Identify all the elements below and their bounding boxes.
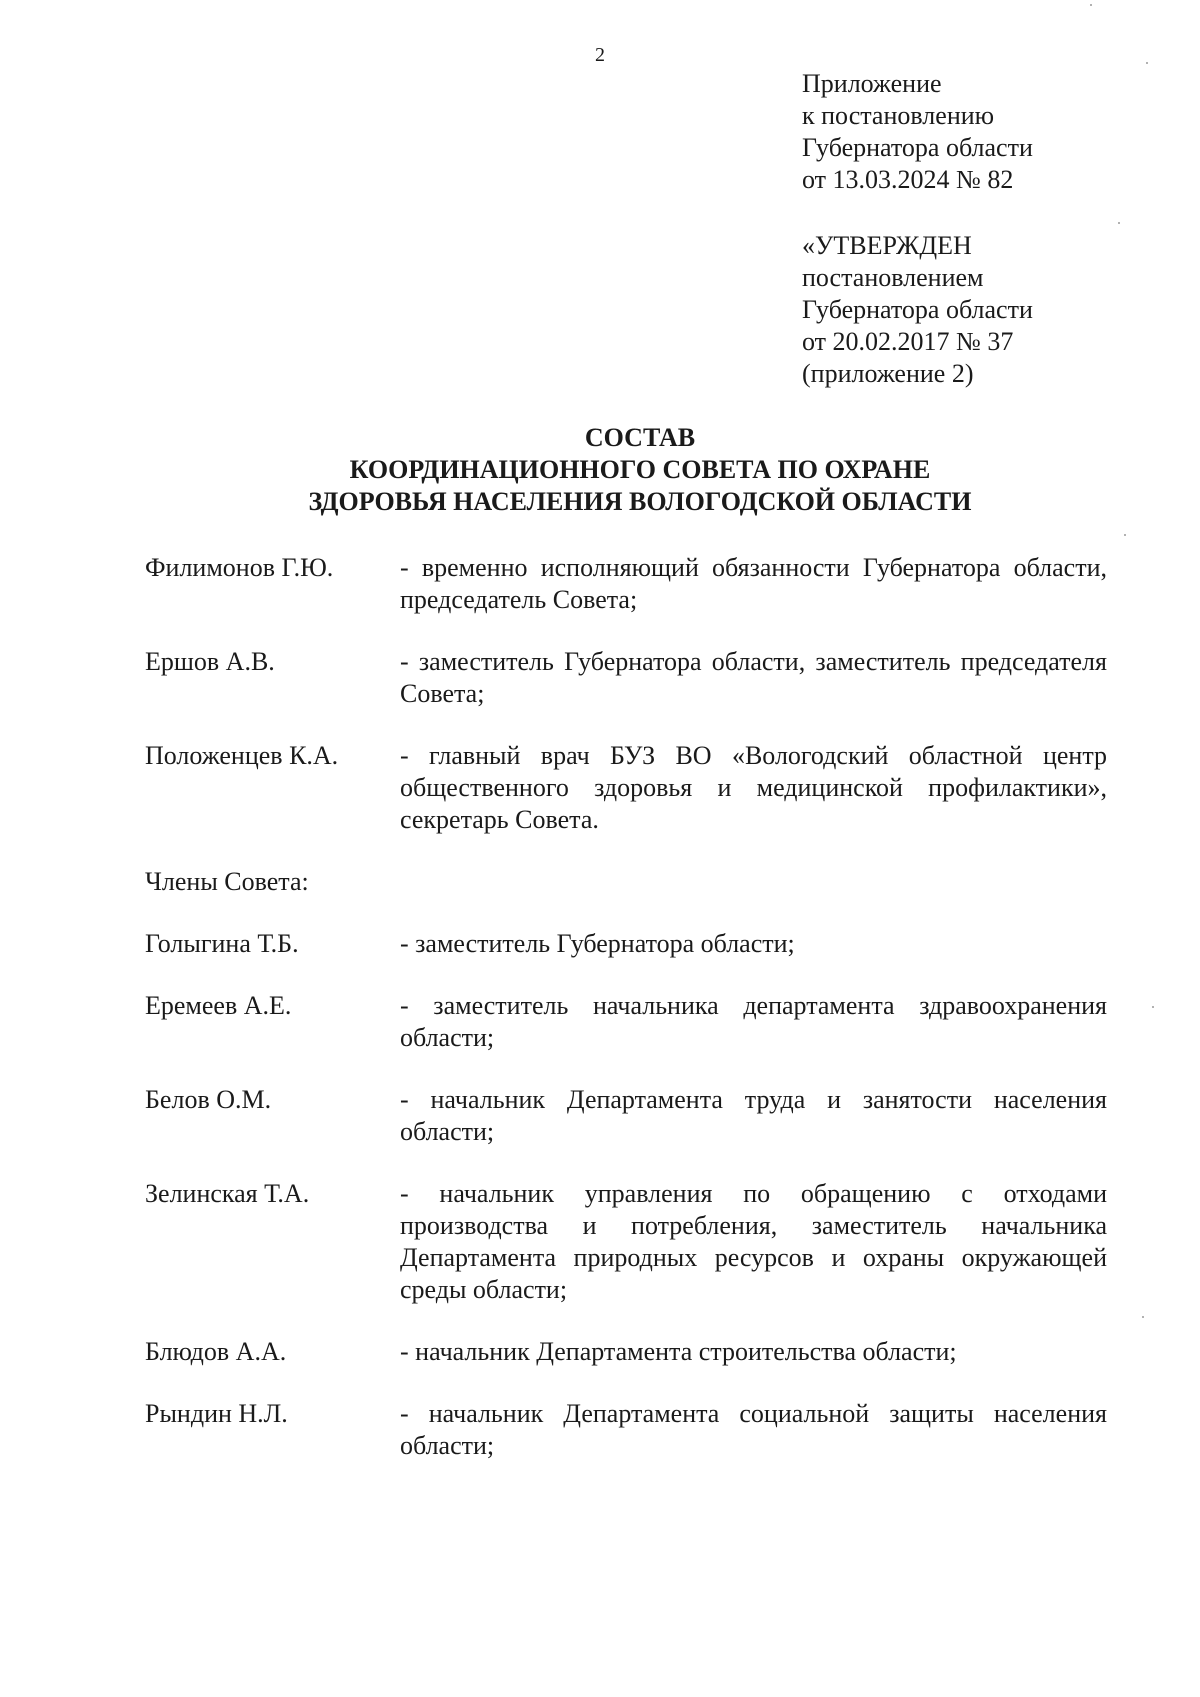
member-role: - заместитель Губернатора области, заместитель председателя Совета; [400, 647, 1107, 708]
approval-line: постановлением [802, 263, 984, 292]
member-row [145, 1398, 1107, 1462]
member-role: - главный врач БУЗ ВО «Вологодский областной центр общественного здоровья и медицинской профилактики», секретарь Совета. [400, 741, 1107, 834]
scan-artifact [1090, 4, 1092, 6]
attachment-block [802, 68, 1033, 196]
member-name: Рындин Н.Л. [145, 1399, 288, 1428]
scan-artifact [1146, 62, 1148, 64]
member-name: Зелинская Т.А. [145, 1179, 310, 1208]
approval-line: от 20.02.2017 № 37 [802, 327, 1014, 356]
page-number: 2 [595, 44, 605, 66]
member-role: - временно исполняющий обязанности Губернатора области, председатель Совета; [400, 553, 1107, 614]
members-subtitle: Члены Совета: [145, 867, 309, 896]
member-name: Еремеев А.Е. [145, 991, 292, 1020]
approval-block [802, 230, 1033, 390]
member-role: - начальник Департамента труда и занятости населения области; [400, 1085, 1107, 1146]
scan-artifact [1142, 1316, 1144, 1318]
member-role: - начальник управления по обращению с отходами производства и потребления, заместитель начальника Департамента природных ресурсов и охраны окружающей среды области; [400, 1179, 1107, 1304]
member-role: - начальник Департамента строительства области; [400, 1337, 957, 1366]
title-line: СОСТАВ [584, 423, 696, 452]
document-title [0, 422, 1200, 518]
approval-line: Губернатора области [802, 295, 1033, 324]
member-name: Голыгина Т.Б. [145, 929, 299, 958]
member-name: Белов О.М. [145, 1085, 272, 1114]
member-name: Ершов А.В. [145, 647, 275, 676]
scan-artifact [1124, 534, 1126, 536]
title-line: КООРДИНАЦИОННОГО СОВЕТА ПО ОХРАНЕ [349, 455, 931, 484]
attachment-line: к постановлению [802, 101, 995, 130]
member-row [145, 1178, 1107, 1306]
title-line: ЗДОРОВЬЯ НАСЕЛЕНИЯ ВОЛОГОДСКОЙ ОБЛАСТИ [308, 487, 972, 516]
attachment-line: от 13.03.2024 № 82 [802, 165, 1014, 194]
member-name: Положенцев К.А. [145, 741, 339, 770]
member-role: - заместитель Губернатора области; [400, 929, 795, 958]
member-name: Блюдов А.А. [145, 1337, 287, 1366]
member-row [145, 1336, 1107, 1368]
member-row-deputy-chairman [145, 646, 1107, 710]
council-composition [145, 552, 1107, 1492]
member-row [145, 1084, 1107, 1148]
scan-artifact [1118, 222, 1120, 224]
attachment-line: Губернатора области [802, 133, 1033, 162]
scan-artifact [1152, 1006, 1154, 1008]
member-row-secretary [145, 740, 1107, 836]
member-row-chairman [145, 552, 1107, 616]
member-name: Филимонов Г.Ю. [145, 553, 334, 582]
member-row [145, 928, 1107, 960]
member-role: - начальник Департамента социальной защиты населения области; [400, 1399, 1107, 1460]
attachment-line: Приложение [802, 69, 942, 98]
approval-line: «УТВЕРЖДЕН [802, 231, 972, 260]
member-role: - заместитель начальника департамента здравоохранения области; [400, 991, 1107, 1052]
member-row [145, 990, 1107, 1054]
approval-line: (приложение 2) [802, 359, 974, 388]
